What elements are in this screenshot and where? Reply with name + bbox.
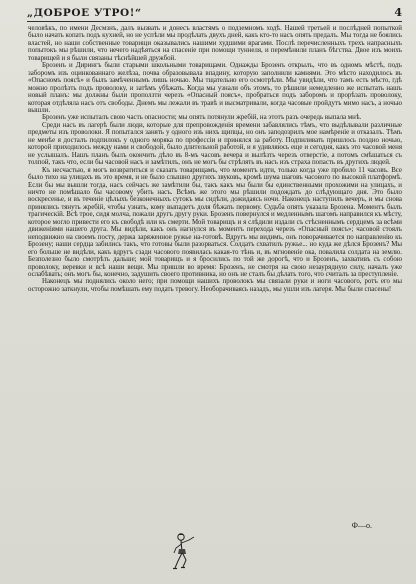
paragraph-3: Брозенъ уже испыталъ свою часть опасности; мы опять потянули жребій, на этотъ разъ очередь выпала мнѣ. [42,114,362,122]
author-signature: Ф—о. [351,521,372,530]
page-number: 4 [394,6,402,19]
paragraph-1: человѣкъ, по имени Десмзнъ, далъ вызвать и донесъ властямъ о подземномъ ходѣ. Нашей третьей и послѣдней попыткой было начать копать подъ кухней, но не успѣли мы продѣлать двухъ дней, какъ кто-то насъ опять предалъ. Мы тогда не боялись властей, но наши собственные товарищи оказывались нашими худшими врагами. Послѣ перечисленныхъ трехъ напрасныхъ попытокъ мы рѣшили, что нечего надѣяться на спасеніе при помощи туннеля, и перемѣнили планъ бѣгства. Двое изъ моихъ товарищей и я были связаны тѣснѣйшей дружбой. [28,25,402,62]
paragraph-4: Среди насъ въ лагерѣ были люди, которые для препровожденія времени забавлялись тѣмъ, что выдѣлывали различные предметы изъ проволоки. Я попытался занять у одного изъ нихъ щипцы, но онъ заподозрилъ мое намѣреніе и отказалъ. Тѣмъ не менѣе я досталъ подпилокъ у одного моряка по профессіи и принялся за работу. Подпиливать пришлось поздно ночью, которой приходилось между нами и свободой, было длительной работой, и я удивляюсь еще и сегодня, какъ это часовой меня не услышалъ. Нашъ планъ былъ окончить дѣло въ 8-мъ часовъ вечера и вылѣзть черезъ отверстіе, а потомъ смѣшаться съ толпой, такъ что, если бы часовой насъ и замѣтилъ, онъ не могъ бы стрѣлять въ насъ изъ страха попасть въ другихъ людей. [28,121,402,167]
header-rule [27,21,402,22]
page-header [27,7,402,21]
paragraph-2: Брозенъ и Дирингъ были старыми школьными товарищами. Однажды Брозенъ открылъ, что въ одномъ мѣстѣ, подъ заборомъ изъ оцинкованнаго желѣза, почва образовывала впадину, которую заполнили камнями. Это мѣсто находилось въ «Опасномъ поясѣ» и былъ замѣченнымъ лишь ночью. Мы тщательно его осмотрѣли. Мы увидѣли, что тамъ есть мѣсто, гдѣ можно пролѣзть подъ проволоку, и затѣмъ убѣжать. Когда мы узнали объ этомъ, то рѣшили немедленно же испытать нашъ новый планъ: мы должны были проползти черезъ «Опасный поясъ», пробраться подъ заборомъ и прорѣзать проволоку, которая отдѣляла насъ отъ свободы. Днемъ мы лежали въ травѣ и высматривали, когда часовые пройдутъ мимо насъ, а ночью вышли. [28,62,402,114]
magazine-title: „ДОБРОЕ УТРО!“ [27,7,142,19]
paragraph-5: Къ несчастью, я могъ возвратиться и сказать товарищамъ, что моментъ идти, только когда уже пробило 11 часовъ. Все было тихо на улицахъ въ это время, и не было слышно другихъ звуковъ, кромѣ шума шаговъ часового по высокой платформѣ. Если бы мы вышли тогда, насъ сейчасъ же замѣтили бы, такъ какъ мы были бы единственными прохожими на улицахъ, и ничто не помѣшало бы часовому убить насъ. Всѣмъ же этого мы рѣшили подождать до слѣдующаго дня. Это было воскресенье, и въ теченіе цѣлыхъ безконечныхъ сутокъ мы сидѣли, дожидаясь ночи. Наконецъ наступилъ вечеръ, и мы снова принялись тянуть жребій, чтобы узнать, кому выпадетъ доля бѣжать первому. Судьба опять указала Брозена. Моментъ былъ трагическій. Всѣ трое, сидя молча, пожали другъ другу руки. Брозенъ повернулся и медленнымъ шагомъ направился къ мѣсту, которое могло привести его къ свободѣ или къ смерти. Мой товарищъ и я слѣдили издали съ стѣсненнымъ сердцемъ за всѣми движеніями нашего друга. Мы видѣли, какъ онъ нагнулся въ моментъ перехода черезъ «Опасный поясъ»; часовой стоялъ неподвижно на своемъ посту, держа заряженное ружье на-готовѣ. Вдругъ мы видимъ, онъ поворачивается по направленію къ Брозену; наши сердца забились такъ, что готовы были разорваться. Солдатъ схватилъ ружье... но куда же дѣлся Брозенъ? Мы его больше не видѣли, какъ вдругъ сзади часового появилась какая-то тѣнь и, въ мгновеніе ока, повалила солдата на землю. Безполезно было смотрѣть дальше; мой товарищъ и я бросились по той же дорогѣ, что и Брозенъ, захвативъ съ собою проволоку, веревки и всѣ наши вещи. Мы пришли во время: Брозенъ, не смотря на свою незаурядную силу, началъ уже ослабѣвать; онъ могъ бы, конечно, задушить своего противника, но онъ не сталъ бы дѣлать того, что считалъ за преступленіе. [28,166,402,278]
article-body [28,25,402,293]
dancing-figure-illustration [172,532,198,570]
paragraph-6: Наконецъ мы поднялись около него; при помощи нашихъ проволокъ мы связали руки и ноги часового, ротъ его мы осторожно заткнули, чтобы помѣшать ему подать тревогу. Необорачиваясь назадъ, мы ушли изъ лагеря. Мы были спасены! [28,278,402,293]
